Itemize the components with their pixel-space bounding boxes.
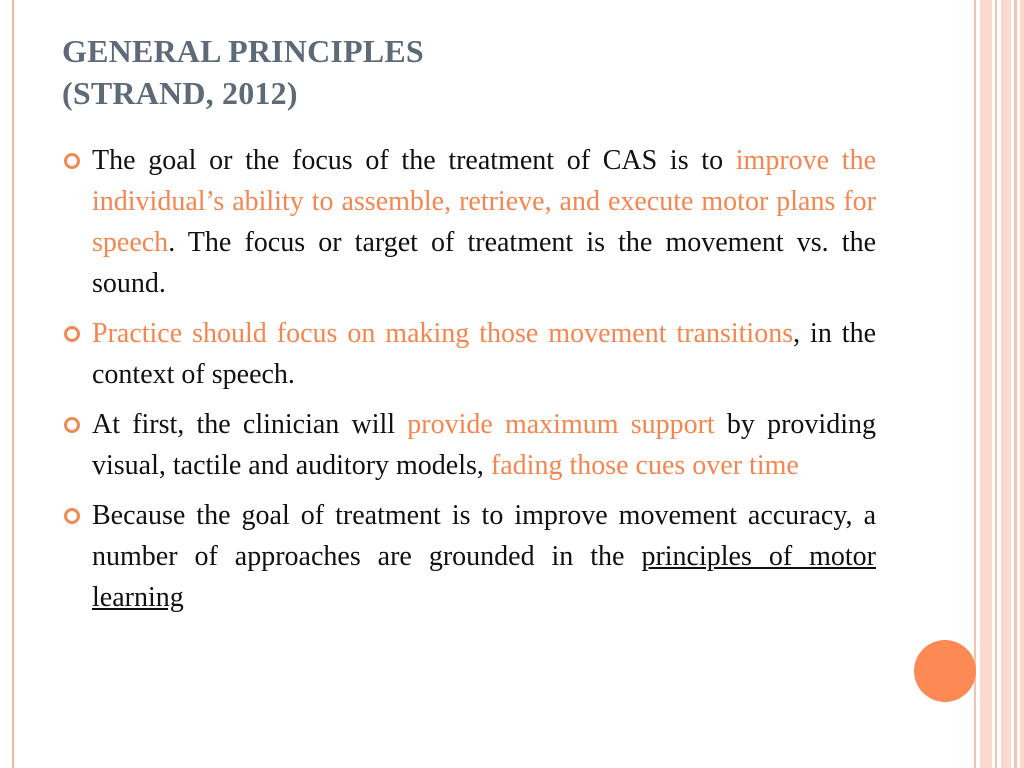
band [1014, 0, 1017, 768]
bullet-text: The goal or the focus of the treatment of CAS is to [92, 145, 736, 176]
bullet-item-3 [62, 404, 876, 486]
bullet-item-1 [62, 140, 876, 304]
highlight-text: fading those cues over time [490, 450, 799, 481]
title-line-1: GENERAL PRINCIPLES [62, 33, 424, 69]
title-line-2: (STRAND, 2012) [62, 75, 298, 111]
bullet-text: by providing visual, tactile and auditory models, [92, 409, 876, 481]
bullet-text: Because the goal of treatment is to improve movement accuracy, a number of approaches are grounded in the [92, 500, 876, 572]
band [1001, 0, 1011, 768]
ring-bullet-icon [64, 417, 80, 433]
slide-title [62, 30, 882, 114]
bullet-item-4 [62, 495, 876, 618]
ring-bullet-icon [64, 153, 80, 169]
bullet-text: At first, the clinician will [92, 409, 408, 440]
left-frame-line [12, 0, 14, 768]
bullet-text: , in the context of speech. [92, 318, 876, 390]
band [1020, 0, 1024, 768]
highlight-text: Practice should focus on making those movement transitions [92, 318, 794, 349]
highlight-text: improve the individual’s ability to assemble, retrieve, and execute motor plans for speech [92, 145, 876, 258]
orange-circle-decoration [914, 640, 976, 702]
ring-bullet-icon [64, 326, 80, 342]
bullet-list [62, 140, 876, 627]
underlined-text: principles of motor learning [92, 541, 876, 613]
bullet-text: . The focus or target of treatment is the movement vs. the sound. [92, 227, 876, 299]
band [980, 0, 992, 768]
band [995, 0, 997, 768]
band [974, 0, 976, 768]
highlight-text: provide maximum support [407, 409, 715, 440]
right-decorative-bands [974, 0, 1024, 768]
ring-bullet-icon [64, 508, 80, 524]
bullet-item-2 [62, 313, 876, 395]
